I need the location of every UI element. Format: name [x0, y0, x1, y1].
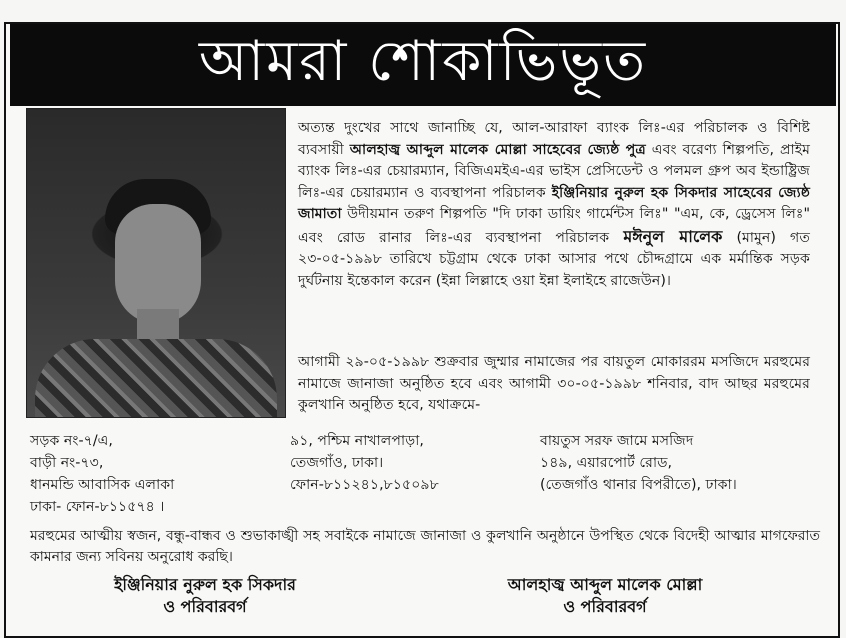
p1-text-c: এবং বরেণ্য শিল্পপতি, প্রাইম ব্যাংক লিঃ-এর চেয়ারম্যান, বিজিএমইএ-এর ভাইস প্রেসিডেন্ট ও পলমল গ্রুপ অব ইন্ডাষ্ট্রিজ লিঃ-এর চেয়ারম্যান ও ব্যবস্থাপনা পরিচালক — [298, 141, 810, 201]
portrait-shirt — [35, 339, 277, 417]
headline-text: আমরা শোকাভিভূত — [198, 29, 648, 94]
address-line: (তেজগাঁও থানার বিপরীতে), ঢাকা। — [540, 477, 737, 493]
address-line: ১৪৯, এয়ারপোর্ট রোড, — [540, 455, 673, 471]
p1-father-in-law-name: ইঞ্জিনিয়ার নুরুল হক সিকদার সাহেবের জ্যেষ্ঠ জামাতা — [298, 184, 810, 222]
address-line: বাড়ী নং-৭৩, — [30, 455, 104, 471]
signature-right — [440, 574, 770, 618]
attendance-request: মরহুমের আত্মীয় স্বজন, বন্ধু-বান্ধব ও শুভাকাঙ্খী সহ সবাইকে নামাজে জানাজা ও কুলখানি অনুষ্ঠানে উপস্থিত থেকে বিদেহী আত্মার মাগফেরাত কামনার জন্য সবিনয় অনুরোধ করছি। — [30, 528, 820, 565]
p1-text-g: (মামুন) গত ২৩-০৫-১৯৯৮ তারিখে চট্টগ্রাম থেকে ঢাকা আসার পথে চৌদ্দগ্রামে এক মর্মান্তিক সড়ক দুর্ঘটনায় ইন্তেকাল করেন (ইন্না লিল্লাহে ওয়া ইন্না ইলাইহে রাজেউন)। — [298, 229, 810, 289]
signature-family: ও পরিবারবর্গ — [563, 597, 647, 616]
address-line: ফোন-৮১১২৪১,৮১৫০৯৮ — [290, 477, 439, 493]
obituary-paragraph-1 — [298, 118, 810, 292]
address-line: সড়ক নং-৭/এ, — [30, 433, 113, 449]
p1-father-name: আলহাজ্ব আব্দুল মালেক মোল্লা সাহেবের জ্যেষ্ঠ পুত্র — [349, 141, 646, 158]
address-line: বায়তুস সরফ জামে মসজিদ — [540, 433, 694, 449]
portrait-photo — [26, 108, 286, 418]
address-line: ধানমন্ডি আবাসিক এলাকা — [30, 477, 175, 493]
p1-text-a: অত্যন্ত দুংখের সাথে জানাচ্ছি যে, আল-আরাফা ব্যাংক লিঃ-এর পরিচালক ও বিশিষ্ট ব্যবসায়ী — [298, 120, 810, 158]
address-line: ঢাকা- ফোন-৮১১৫৭৪ । — [30, 499, 165, 515]
second-address — [290, 430, 520, 496]
p1-deceased-name: মঈনুল মালেক — [623, 226, 723, 246]
signature-left — [40, 574, 370, 618]
p1-text-e: উদীয়মান তরুণ শিল্পপতি "দি ঢাকা ডায়িং গার্মেন্টস লিঃ" "এম, কে, ড্রেসেস লিঃ" এবং রোড রানার লিঃ-এর ব্যবস্থাপনা পরিচালক — [298, 206, 810, 246]
headline-banner — [10, 24, 836, 106]
address-line: তেজগাঁও, ঢাকা। — [290, 455, 384, 471]
obituary-paragraph-2: আগামী ২৯-০৫-১৯৯৮ শুক্রবার জুম্মার নামাজের পর বায়তুল মোকাররম মসজিদে মরহুমের নামাজে জানাজা অনুষ্ঠিত হবে এবং আগামী ৩০-০৫-১৯৯৮ শনিবার, বাদ আছর মরহুমের কুলখানি অনুষ্ঠিত হবে, যথাক্রমে- — [298, 354, 810, 413]
home-address — [30, 430, 270, 518]
address-line: ৯১, পশ্চিম নাখালপাড়া, — [290, 433, 424, 449]
mosque-address — [540, 430, 830, 496]
signature-name: ইঞ্জিনিয়ার নুরুল হক সিকদার — [114, 575, 296, 594]
signature-name: আলহাজ্ব আব্দুল মালেক মোল্লা — [507, 575, 703, 594]
signature-family: ও পরিবারবর্গ — [163, 597, 247, 616]
portrait-face — [115, 204, 201, 324]
